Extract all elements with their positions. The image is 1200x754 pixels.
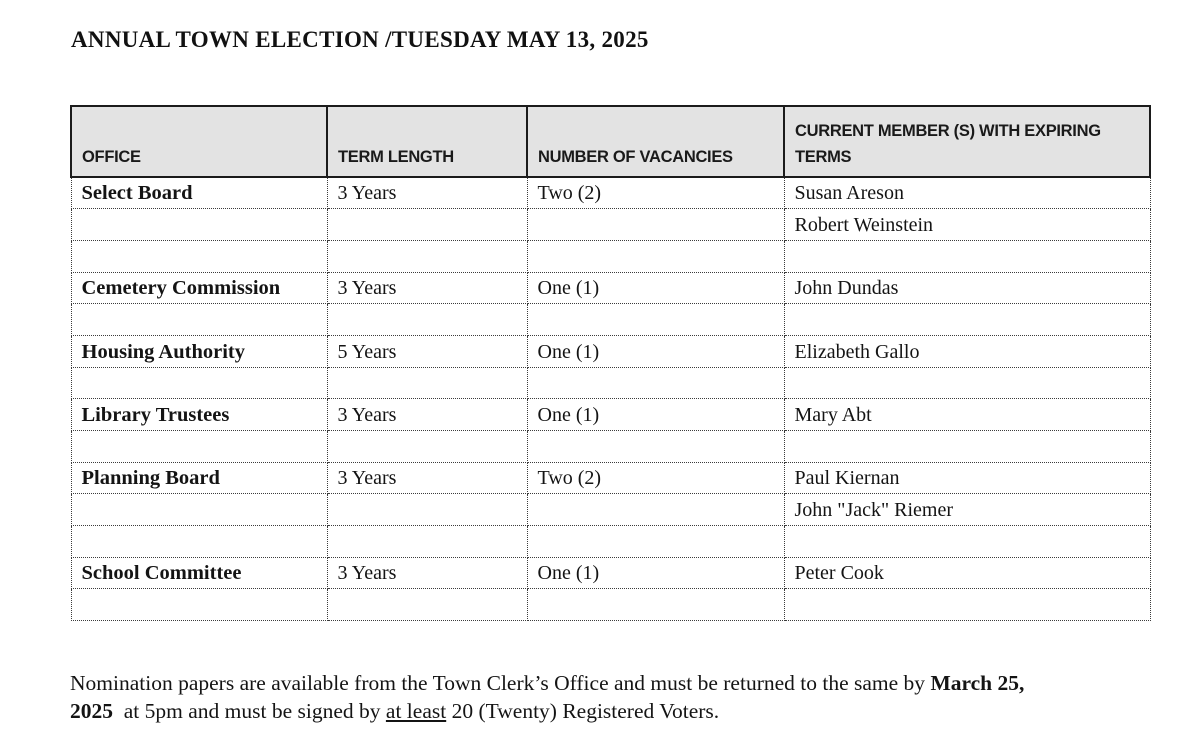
- cell-office: [71, 526, 327, 558]
- cell-member: Elizabeth Gallo: [784, 335, 1150, 367]
- nomination-deadline-year: 2025: [70, 698, 113, 723]
- table-row: [71, 367, 1150, 399]
- table-row: [71, 177, 1150, 209]
- cell-office: [71, 240, 327, 272]
- nomination-note-text: 20 (Twenty) Registered Voters.: [446, 698, 720, 723]
- cell-vacancies: [527, 367, 784, 399]
- cell-member: Peter Cook: [784, 557, 1150, 589]
- cell-term-length: [327, 240, 527, 272]
- header-row: [71, 106, 1150, 177]
- cell-member: John "Jack" Riemer: [784, 494, 1150, 526]
- cell-office: [71, 367, 327, 399]
- cell-vacancies: One (1): [527, 335, 784, 367]
- cell-vacancies: [527, 431, 784, 463]
- col-header-current-members: [784, 106, 1150, 177]
- election-table: [70, 105, 1151, 621]
- cell-office: [71, 431, 327, 463]
- cell-term-length: 5 Years: [327, 335, 527, 367]
- cell-term-length: [327, 589, 527, 621]
- table-body: [71, 177, 1150, 621]
- col-header-office: OFFICE: [71, 106, 327, 177]
- cell-term-length: [327, 526, 527, 558]
- cell-office: Planning Board: [71, 462, 327, 494]
- cell-member: [784, 240, 1150, 272]
- cell-term-length: 3 Years: [327, 462, 527, 494]
- cell-term-length: [327, 367, 527, 399]
- cell-vacancies: One (1): [527, 557, 784, 589]
- cell-term-length: 3 Years: [327, 399, 527, 431]
- cell-term-length: [327, 304, 527, 336]
- cell-term-length: 3 Years: [327, 272, 527, 304]
- col-header-term-length: TERM LENGTH: [327, 106, 527, 177]
- cell-vacancies: [527, 240, 784, 272]
- nomination-note-text: at 5pm and must be signed by: [113, 698, 386, 723]
- cell-member: Susan Areson: [784, 177, 1150, 209]
- nomination-deadline-date: March 25,: [930, 671, 1025, 695]
- cell-vacancies: [527, 589, 784, 621]
- cell-vacancies: One (1): [527, 399, 784, 431]
- cell-office: School Committee: [71, 557, 327, 589]
- cell-office: Cemetery Commission: [71, 272, 327, 304]
- cell-office: [71, 209, 327, 241]
- table-row: [71, 304, 1150, 336]
- cell-member: Mary Abt: [784, 399, 1150, 431]
- cell-office: [71, 589, 327, 621]
- table-row: [71, 462, 1150, 494]
- cell-vacancies: [527, 494, 784, 526]
- cell-member: [784, 431, 1150, 463]
- cell-member: [784, 526, 1150, 558]
- cell-member: [784, 367, 1150, 399]
- col-header-number-of-vacancies: NUMBER OF VACANCIES: [527, 106, 784, 177]
- cell-term-length: [327, 209, 527, 241]
- cell-term-length: [327, 431, 527, 463]
- cell-member: Paul Kiernan: [784, 462, 1150, 494]
- table-header: [71, 106, 1150, 177]
- table-row: [71, 557, 1150, 589]
- cell-vacancies: One (1): [527, 272, 784, 304]
- nomination-note-emphasis: at least: [385, 698, 447, 723]
- nomination-note-text: Nomination papers are available from the Town Clerk’s Office and must be returned to the same by: [70, 671, 931, 695]
- cell-term-length: [327, 494, 527, 526]
- cell-term-length: 3 Years: [327, 557, 527, 589]
- cell-office: Library Trustees: [71, 399, 327, 431]
- table-row: [71, 240, 1150, 272]
- cell-vacancies: [527, 526, 784, 558]
- cell-member: John Dundas: [784, 272, 1150, 304]
- cell-office: [71, 304, 327, 336]
- table-row: [71, 494, 1150, 526]
- table-row: [71, 272, 1150, 304]
- cell-vacancies: [527, 304, 784, 336]
- table-row: [71, 335, 1150, 367]
- cell-term-length: 3 Years: [327, 177, 527, 209]
- cell-member: [784, 589, 1150, 621]
- nomination-note: [70, 670, 1162, 725]
- col-header-current-members-label: CURRENT MEMBER (S) WITH EXPIRING TERMS: [795, 122, 1101, 166]
- table-row: [71, 526, 1150, 558]
- cell-vacancies: [527, 209, 784, 241]
- table-row: [71, 209, 1150, 241]
- table-row: [71, 431, 1150, 463]
- cell-member: Robert Weinstein: [784, 209, 1150, 241]
- cell-vacancies: Two (2): [527, 177, 784, 209]
- page-title: ANNUAL TOWN ELECTION /TUESDAY MAY 13, 2025: [71, 27, 649, 52]
- table-row: [71, 399, 1150, 431]
- cell-vacancies: Two (2): [527, 462, 784, 494]
- cell-member: [784, 304, 1150, 336]
- table-row: [71, 589, 1150, 621]
- cell-office: Select Board: [71, 177, 327, 209]
- cell-office: [71, 494, 327, 526]
- cell-office: Housing Authority: [71, 335, 327, 367]
